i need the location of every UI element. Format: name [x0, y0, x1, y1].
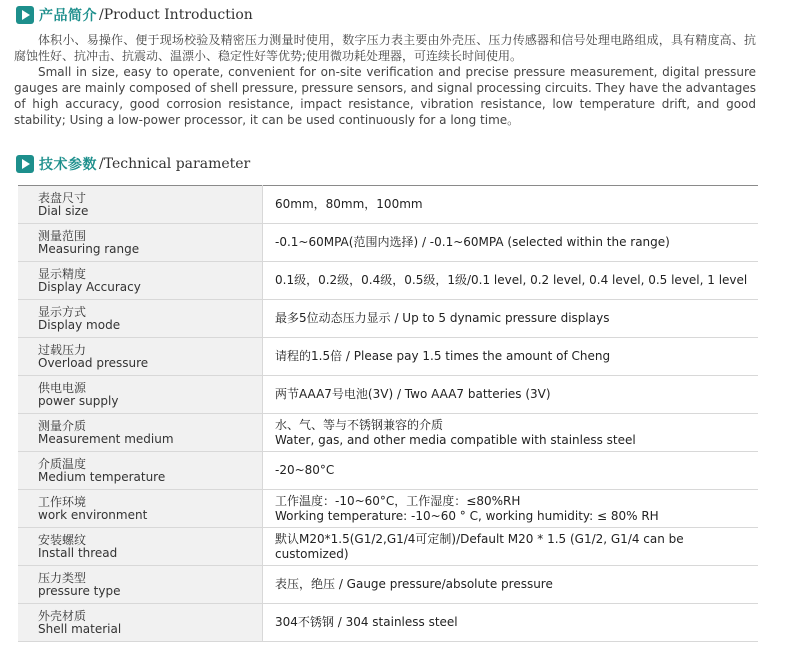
row-value	[263, 528, 759, 566]
row-value	[263, 604, 759, 642]
value-text: -0.1~60MPA(范围内选择) / -0.1~60MPA (selected within the range)	[275, 235, 670, 249]
row-label	[18, 414, 263, 452]
value-text: 最多5位动态压力显示 / Up to 5 dynamic pressure displays	[275, 311, 610, 325]
row-label	[18, 224, 263, 262]
intro-paragraph-en: Small in size, easy to operate, convenient for on-site verification and precise pressure measurement, digital pressure gauges are mainly composed of shell pressure, pressure sensors, and signal processing circuits. They have the advantages of high accuracy, good corrosion resistance, impact resistance, vibration resistance, low temperature drift, and good stability; Using a low-power processor, it can be used continuously for a long time。	[14, 65, 756, 127]
row-value	[263, 490, 759, 528]
label-en: Measurement medium	[38, 431, 174, 446]
label-cn: 供电电源	[38, 380, 87, 395]
label-cn: 显示方式	[38, 304, 87, 319]
row-label	[18, 490, 263, 528]
label-cn: 表盘尺寸	[38, 190, 87, 205]
row-label	[18, 338, 263, 376]
row-value	[263, 262, 759, 300]
value-text: 请程的1.5倍 / Please pay 1.5 times the amount of Cheng	[275, 349, 611, 363]
table-row	[18, 224, 758, 262]
label-en: Display Accuracy	[38, 279, 141, 294]
value-text: 工作温度：-10~60°C，工作湿度：≤80%RH	[275, 493, 521, 508]
label-cn: 过载压力	[38, 342, 87, 357]
value-text: 水、气、等与不锈钢兼容的介质	[275, 417, 444, 432]
value-text-secondary: Working temperature: -10~60 ° C, working humidity: ≤ 80% RH	[275, 508, 659, 523]
value-text-secondary: Water, gas, and other media compatible with stainless steel	[275, 432, 636, 447]
row-value	[263, 452, 759, 490]
param-title-cn: 技术参数	[39, 157, 97, 173]
row-label	[18, 186, 263, 224]
table-row	[18, 528, 758, 566]
row-label	[18, 566, 263, 604]
table-row	[18, 376, 758, 414]
label-cn: 介质温度	[38, 456, 87, 471]
value-text: 60mm，80mm，100mm	[275, 197, 423, 211]
row-value	[263, 300, 759, 338]
param-title-en: /Technical parameter	[99, 156, 251, 172]
intro-section-header	[16, 4, 253, 26]
value-text: 两节AAA7号电池(3V) / Two AAA7 batteries (3V)	[275, 387, 551, 401]
label-cn: 测量介质	[38, 418, 87, 433]
label-en: Dial size	[38, 203, 89, 218]
label-en: power supply	[38, 393, 119, 408]
table-row	[18, 262, 758, 300]
row-value	[263, 224, 759, 262]
row-label	[18, 604, 263, 642]
table-row	[18, 300, 758, 338]
label-en: Overload pressure	[38, 355, 149, 370]
spec-table	[18, 185, 758, 642]
label-cn: 显示精度	[38, 266, 87, 281]
row-label	[18, 452, 263, 490]
label-en: Display mode	[38, 317, 121, 332]
label-cn: 安装螺纹	[38, 532, 87, 547]
play-icon	[16, 6, 34, 24]
row-label	[18, 376, 263, 414]
table-row	[18, 338, 758, 376]
row-value	[263, 338, 759, 376]
intro-paragraph-cn: 体积小、易操作、便于现场校验及精密压力测量时使用，数字压力表主要由外壳压、压力传感器和信号处理电路组成，具有精度高、抗腐蚀性好、抗冲击、抗震动、温漂小、稳定性好等优势;使用微功耗处理器，可连续长时间使用。	[14, 33, 756, 63]
label-en: Medium temperature	[38, 469, 166, 484]
row-value	[263, 186, 759, 224]
label-en: work environment	[38, 507, 148, 522]
value-text: 304不锈钢 / 304 stainless steel	[275, 615, 458, 629]
row-label	[18, 300, 263, 338]
row-label	[18, 528, 263, 566]
label-cn: 外壳材质	[38, 608, 87, 623]
table-row	[18, 186, 758, 224]
spec-table-body	[18, 186, 758, 642]
value-text: 表压，绝压 / Gauge pressure/absolute pressure	[275, 577, 553, 591]
label-cn: 压力类型	[38, 570, 87, 585]
intro-text	[14, 32, 756, 128]
table-row	[18, 566, 758, 604]
label-cn: 测量范围	[38, 228, 87, 243]
intro-title-en: /Product Introduction	[99, 7, 253, 23]
table-row	[18, 604, 758, 642]
label-en: Shell material	[38, 621, 122, 636]
label-cn: 工作环境	[38, 494, 87, 509]
row-value	[263, 566, 759, 604]
label-en: pressure type	[38, 583, 121, 598]
label-en: Install thread	[38, 545, 118, 560]
row-label	[18, 262, 263, 300]
intro-title-cn: 产品简介	[39, 8, 97, 24]
label-en: Measuring range	[38, 241, 140, 256]
param-section-header	[16, 153, 250, 175]
row-value	[263, 376, 759, 414]
table-row	[18, 490, 758, 528]
value-text: 默认M20*1.5(G1/2,G1/4可定制)/Default M20 * 1.5 (G1/2, G1/4 can be customized)	[275, 531, 684, 561]
table-row	[18, 414, 758, 452]
row-value	[263, 414, 759, 452]
value-text: -20~80°C	[275, 463, 335, 477]
table-row	[18, 452, 758, 490]
value-text: 0.1级，0.2级，0.4级，0.5级，1级/0.1 level, 0.2 level, 0.4 level, 0.5 level, 1 level	[275, 273, 748, 287]
play-icon	[16, 155, 34, 173]
